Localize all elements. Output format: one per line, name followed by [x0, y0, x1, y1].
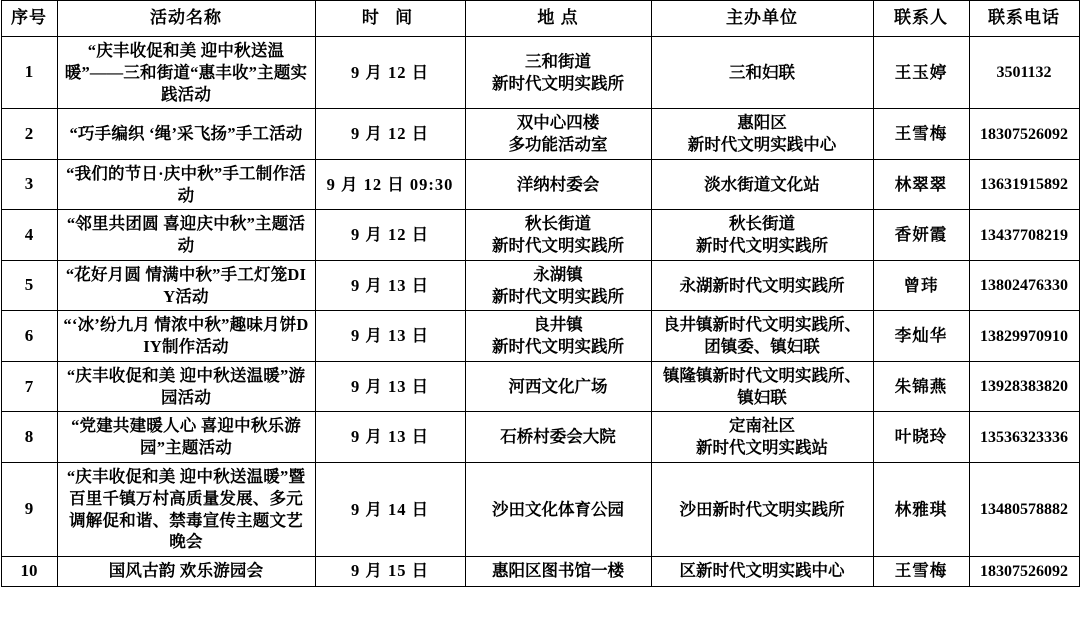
cell-contact: 叶晓玲: [873, 412, 969, 463]
cell-organizer: 淡水街道文化站: [651, 159, 873, 210]
table-row: [1, 463, 1079, 557]
cell-activity-name: “庆丰收促和美 迎中秋送温暖”——三和街道“惠丰收”主题实践活动: [57, 37, 315, 109]
cell-organizer: 永湖新时代文明实践所: [651, 260, 873, 311]
cell-index: 7: [1, 361, 57, 412]
cell-time: 9 月 12 日 09:30: [315, 159, 465, 210]
column-header-organizer: 主办单位: [651, 1, 873, 37]
table-row: [1, 109, 1079, 160]
cell-contact: 王雪梅: [873, 109, 969, 160]
cell-time: 9 月 12 日: [315, 109, 465, 160]
cell-phone: 3501132: [969, 37, 1079, 109]
cell-index: 1: [1, 37, 57, 109]
cell-organizer: 定南社区 新时代文明实践站: [651, 412, 873, 463]
cell-contact: 林翠翠: [873, 159, 969, 210]
cell-place: 洋纳村委会: [465, 159, 651, 210]
column-header-place: 地 点: [465, 1, 651, 37]
cell-organizer: 秋长街道 新时代文明实践所: [651, 210, 873, 261]
table-row: [1, 557, 1079, 586]
cell-time: 9 月 12 日: [315, 37, 465, 109]
column-header-name: 活动名称: [57, 1, 315, 37]
table-row: [1, 361, 1079, 412]
cell-organizer: 三和妇联: [651, 37, 873, 109]
cell-index: 10: [1, 557, 57, 586]
cell-phone: 18307526092: [969, 109, 1079, 160]
cell-time: 9 月 12 日: [315, 210, 465, 261]
table-row: [1, 210, 1079, 261]
table-row: [1, 159, 1079, 210]
cell-phone: 13536323336: [969, 412, 1079, 463]
table-row: [1, 311, 1079, 362]
cell-index: 6: [1, 311, 57, 362]
cell-place: 良井镇 新时代文明实践所: [465, 311, 651, 362]
cell-phone: 13437708219: [969, 210, 1079, 261]
cell-place: 秋长街道 新时代文明实践所: [465, 210, 651, 261]
cell-time: 9 月 15 日: [315, 557, 465, 586]
table-row: [1, 260, 1079, 311]
cell-index: 4: [1, 210, 57, 261]
cell-activity-name: “巧手编织 ‘绳’采飞扬”手工活动: [57, 109, 315, 160]
cell-organizer: 区新时代文明实践中心: [651, 557, 873, 586]
table-header: [1, 1, 1079, 37]
cell-contact: 林雅琪: [873, 463, 969, 557]
cell-place: 惠阳区图书馆一楼: [465, 557, 651, 586]
table-header-row: [1, 1, 1079, 37]
cell-time: 9 月 13 日: [315, 361, 465, 412]
cell-activity-name: 国风古韵 欢乐游园会: [57, 557, 315, 586]
column-header-contact: 联系人: [873, 1, 969, 37]
cell-activity-name: “庆丰收促和美 迎中秋送温暖”暨百里千镇万村高质量发展、多元调解促和谐、禁毒宣传主题文艺晚会: [57, 463, 315, 557]
cell-place: 三和街道 新时代文明实践所: [465, 37, 651, 109]
cell-activity-name: “党建共建暖人心 喜迎中秋乐游园”主题活动: [57, 412, 315, 463]
activity-table: [1, 0, 1080, 587]
cell-organizer: 沙田新时代文明实践所: [651, 463, 873, 557]
cell-activity-name: “我们的节日·庆中秋”手工制作活动: [57, 159, 315, 210]
cell-activity-name: “邻里共团圆 喜迎庆中秋”主题活动: [57, 210, 315, 261]
column-header-index: 序号: [1, 1, 57, 37]
table-row: [1, 37, 1079, 109]
cell-organizer: 良井镇新时代文明实践所、团镇委、镇妇联: [651, 311, 873, 362]
cell-index: 5: [1, 260, 57, 311]
cell-place: 永湖镇 新时代文明实践所: [465, 260, 651, 311]
cell-time: 9 月 14 日: [315, 463, 465, 557]
cell-contact: 王雪梅: [873, 557, 969, 586]
cell-organizer: 镇隆镇新时代文明实践所、镇妇联: [651, 361, 873, 412]
cell-phone: 13829970910: [969, 311, 1079, 362]
cell-activity-name: “‘冰’纷九月 情浓中秋”趣味月饼DIY制作活动: [57, 311, 315, 362]
column-header-time: 时 间: [315, 1, 465, 37]
cell-activity-name: “庆丰收促和美 迎中秋送温暖”游园活动: [57, 361, 315, 412]
cell-phone: 13631915892: [969, 159, 1079, 210]
column-header-phone: 联系电话: [969, 1, 1079, 37]
table-row: [1, 412, 1079, 463]
cell-time: 9 月 13 日: [315, 260, 465, 311]
cell-time: 9 月 13 日: [315, 412, 465, 463]
cell-contact: 香妍霞: [873, 210, 969, 261]
cell-phone: 18307526092: [969, 557, 1079, 586]
cell-time: 9 月 13 日: [315, 311, 465, 362]
cell-phone: 13802476330: [969, 260, 1079, 311]
cell-place: 河西文化广场: [465, 361, 651, 412]
cell-index: 8: [1, 412, 57, 463]
cell-place: 沙田文化体育公园: [465, 463, 651, 557]
cell-contact: 王玉婷: [873, 37, 969, 109]
table-body: [1, 37, 1079, 587]
cell-place: 石桥村委会大院: [465, 412, 651, 463]
cell-contact: 朱锦燕: [873, 361, 969, 412]
cell-contact: 李灿华: [873, 311, 969, 362]
cell-phone: 13928383820: [969, 361, 1079, 412]
cell-organizer: 惠阳区 新时代文明实践中心: [651, 109, 873, 160]
cell-index: 3: [1, 159, 57, 210]
cell-contact: 曾玮: [873, 260, 969, 311]
cell-place: 双中心四楼 多功能活动室: [465, 109, 651, 160]
cell-index: 2: [1, 109, 57, 160]
cell-phone: 13480578882: [969, 463, 1079, 557]
cell-activity-name: “花好月圆 情满中秋”手工灯笼DIY活动: [57, 260, 315, 311]
cell-index: 9: [1, 463, 57, 557]
